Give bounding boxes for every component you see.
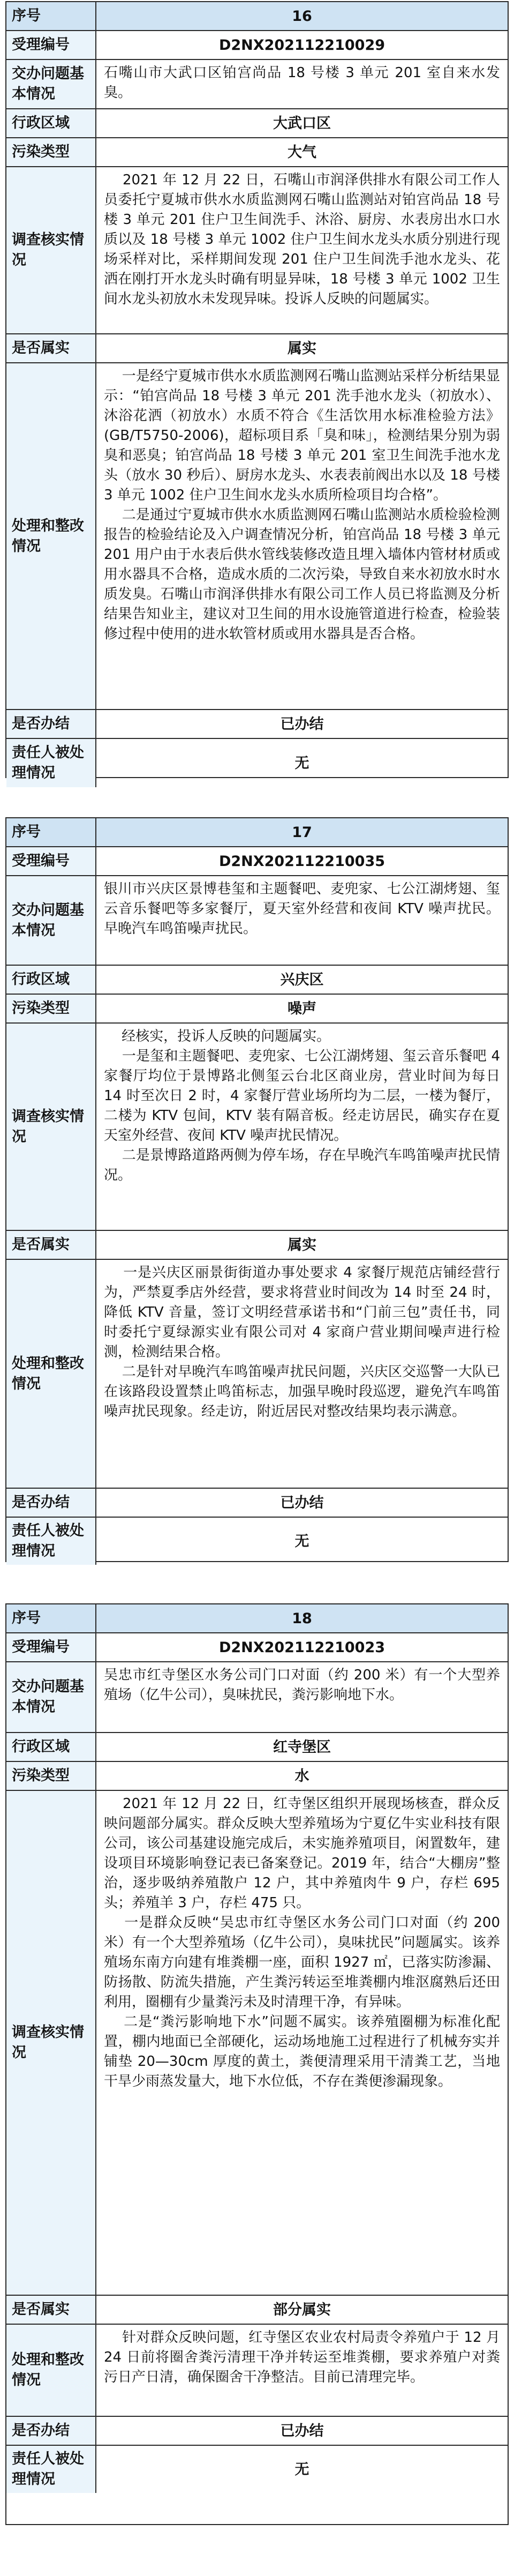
seq-label: 序号 — [6, 2, 96, 30]
handling-row — [6, 2324, 508, 2416]
handling-row — [6, 1259, 508, 1488]
responsible-label: 责任人被处理情况 — [6, 739, 96, 787]
case-no-row — [6, 846, 508, 875]
seq-value: 18 — [96, 1604, 508, 1632]
case-no-row — [6, 30, 508, 59]
record-card-17 — [5, 817, 509, 1562]
case-no-label: 受理编号 — [6, 847, 96, 875]
is-true-label: 是否属实 — [6, 1231, 96, 1259]
area-value: 兴庆区 — [280, 971, 324, 988]
pollution-row — [6, 137, 508, 166]
pollution-value: 水 — [294, 1767, 309, 1784]
area-row — [6, 1732, 508, 1761]
pollution-row — [6, 994, 508, 1022]
case-no-row — [6, 1632, 508, 1661]
area-label: 行政区域 — [6, 109, 96, 137]
responsible-label: 责任人被处理情况 — [6, 1518, 96, 1565]
pollution-label: 污染类型 — [6, 138, 96, 166]
area-row — [6, 965, 508, 994]
pollution-row — [6, 1761, 508, 1790]
issue-value: 石嘴山市大武口区铂宫尚品 18 号楼 3 单元 201 室自来水发臭。 — [104, 65, 500, 101]
case-no-label: 受理编号 — [6, 31, 96, 59]
is-true-row — [6, 333, 508, 362]
issue-row — [6, 875, 508, 965]
handling-label: 处理和整改情况 — [6, 2325, 96, 2416]
responsible-row — [6, 738, 508, 787]
is-closed-value: 已办结 — [280, 1494, 324, 1511]
responsible-value: 无 — [294, 2461, 309, 2478]
is-closed-row — [6, 709, 508, 738]
seq-label: 序号 — [6, 1604, 96, 1632]
investigation-value: 经核实，投诉人反映的问题属实。 一是玺和主题餐吧、麦兜家、七公江湖烤翅、玺云音乐餐吧 4 家餐厅均位于景博路北侧玺云台北区商业房，营业时间为每日 14 时至次日 2 时，4 家餐厅营业场所均为二层，一楼为餐厅，二楼为 KTV 包间，KTV 装有隔音板。经走访居民，确实存在夏天室外经营、夜间 KTV 噪声扰民情况。 二是景博路道路两侧为停车场，存在早晚汽车鸣笛噪声扰民情况。 — [104, 1028, 501, 1183]
handling-value: 一是兴庆区丽景街街道办事处要求 4 家餐厅规范店铺经营行为，严禁夏季店外经营，要求将营业时间改为 14 时至 24 时，降低 KTV 音量，签订文明经营承诺书和“门前三包”责任书，同时委托宁夏绿源实业有限公司对 4 家商户营业期间噪声进行检测，检测结果合格。 二是针对早晚汽车鸣笛噪声扰民问题，兴庆区交巡警一大队已在该路段设置禁止鸣笛标志，加强早晚时段巡逻，避免汽车鸣笛噪声扰民现象。经走访，附近居民对整改结果均表示满意。 — [104, 1265, 501, 1420]
case-no-value: D2NX202112210029 — [218, 36, 386, 54]
issue-row — [6, 59, 508, 108]
is-closed-label: 是否办结 — [6, 2417, 96, 2445]
case-no-label: 受理编号 — [6, 1633, 96, 1661]
seq-row — [6, 2, 508, 30]
investigation-value: 2021 年 12 月 22 日，石嘴山市润泽供排水有限公司工作人员委托宁夏城市供水水质监测网石嘴山监测站对铂宫尚品 18 号楼 3 单元 201 住户卫生间洗手、沐浴、厨房、水表房出水口水质以及 18 号楼 3 单元 1002 住户卫生间水龙头水质分别进行现场采样对比，采样期间发现 201 住户卫生间洗手池水龙头、花洒在刚打开水龙头时确有明显异味，18 号楼 3 单元 1002 卫生间水龙头初放水未发现异味。投诉人反映的问题属实。 — [104, 172, 500, 307]
record-card-18 — [5, 1603, 509, 2525]
is-true-label: 是否属实 — [6, 334, 96, 362]
is-closed-label: 是否办结 — [6, 710, 96, 738]
responsible-row — [6, 1517, 508, 1565]
area-value: 大武口区 — [273, 115, 331, 132]
handling-value: 一是经宁夏城市供水水质监测网石嘴山监测站采样分析结果显示：“铂宫尚品 18 号楼 3 单元 201 洗手池水龙头（初放水）、沐浴花洒（初放水）水质不符合《生活饮用水标准检验方法》(GB/T5750-2006)，超标项目系「臭和味」，检测结果分别为弱臭和恶臭；铂宫尚品 18 号楼 3 单元 201 室卫生间洗手池水龙头（放水 30 秒后）、厨房水龙头、水表表前阀出水以及 18 号楼 3 单元 1002 住户卫生间水龙头水质所检项目均合格”。 二是通过宁夏城市供水水质监测网石嘴山监测站水质检验检测报告的检验结论及入户调查情况分析，铂宫尚品 18 号楼 3 单元 201 用户由于水表后供水管线装修改造且埋入墙体内管材材质或用水器具不合格，造成水质的二次污染，导致自来水初放水时水质发臭。石嘴山市润泽供排水有限公司工作人员已将监测及分析结果告知业主，建议对卫生间的用水设施管道进行检查，检验装修过程中使用的进水软管材质或用水器具是否合格。 — [104, 368, 500, 642]
is-true-row — [6, 1230, 508, 1259]
investigation-label: 调查核实情况 — [6, 1791, 96, 2295]
investigation-row — [6, 1022, 508, 1230]
handling-label: 处理和整改情况 — [6, 1260, 96, 1488]
investigation-row — [6, 166, 508, 333]
is-true-value: 属实 — [288, 340, 316, 357]
case-no-value: D2NX202112210023 — [218, 1639, 386, 1656]
seq-value: 17 — [96, 818, 508, 846]
is-true-value: 部分属实 — [273, 2301, 331, 2318]
handling-value: 针对群众反映问题，红寺堡区农业农村局责令养殖户于 12 月 24 日前将圈舍粪污清理干净并转运至堆粪棚，要求养殖户对粪污日产日清，确保圈舍干净整洁。目前已清理完毕。 — [104, 2329, 505, 2385]
issue-value: 银川市兴庆区景博巷玺和主题餐吧、麦兜家、七公江湖烤翅、玺云音乐餐吧等多家餐厅，夏天室外经营和夜间 KTV 噪声扰民。早晚汽车鸣笛噪声扰民。 — [104, 881, 500, 937]
investigation-row — [6, 1790, 508, 2295]
area-label: 行政区域 — [6, 1733, 96, 1761]
pollution-value: 大气 — [288, 144, 316, 161]
area-label: 行政区域 — [6, 966, 96, 994]
issue-value: 吴忠市红寺堡区水务公司门口对面（约 200 米）有一个大型养殖场（亿牛公司），臭味扰民，粪污影响地下水。 — [104, 1667, 500, 1703]
is-closed-value: 已办结 — [280, 2422, 324, 2439]
investigation-label: 调查核实情况 — [6, 1024, 96, 1230]
handling-row — [6, 362, 508, 709]
responsible-value: 无 — [294, 1533, 309, 1550]
is-closed-value: 已办结 — [280, 715, 324, 733]
is-closed-row — [6, 1488, 508, 1517]
pollution-label: 污染类型 — [6, 1762, 96, 1790]
handling-label: 处理和整改情况 — [6, 363, 96, 709]
area-row — [6, 108, 508, 137]
record-card-16 — [5, 1, 509, 781]
issue-label: 交办问题基本情况 — [6, 1662, 96, 1732]
issue-row — [6, 1661, 508, 1732]
case-no-value: D2NX202112210035 — [218, 853, 386, 870]
investigation-label: 调查核实情况 — [6, 167, 96, 333]
investigation-value: 2021 年 12 月 22 日，红寺堡区组织开展现场核查，群众反映问题部分属实。群众反映大型养殖场为宁夏亿牛实业科技有限公司，该公司基建设施完成后，未实施养殖项目，闲置数年，建设项目环境影响登记表已备案登记。2019 年，结合“大棚房”整治，逐步吸纳养殖散户 12 户，其中养殖肉牛 9 户，存栏 695 头；养殖羊 3 户，存栏 475 只。 一是群众反映“吴忠市红寺堡区水务公司门口对面（约 200 米）有一个大型养殖场（亿牛公司），臭味扰民”问题属实。该养殖场东南方向建有堆粪棚一座，面积 1927 ㎡，已落实防渗漏、防扬散、防流失措施，产生粪污转运至堆粪棚内堆沤腐熟后还田利用，圈棚有少量粪污未及时清理干净，有异味。 二是“粪污影响地下水”问题不属实。该养殖圈棚为标准化配置，棚内地面已全部硬化，运动场地施工过程进行了机械夯实并铺垫 20—30cm 厚度的黄土，粪便清理采用干清粪工艺，当地干旱少雨蒸发量大，地下水位低，不存在粪便渗漏现象。 — [104, 1796, 500, 2089]
seq-row — [6, 818, 508, 846]
pollution-value: 噪声 — [288, 1000, 316, 1017]
responsible-label: 责任人被处理情况 — [6, 2446, 96, 2493]
area-value: 红寺堡区 — [273, 1738, 331, 1756]
is-true-row — [6, 2295, 508, 2324]
seq-label: 序号 — [6, 818, 96, 846]
pollution-label: 污染类型 — [6, 995, 96, 1022]
is-closed-label: 是否办结 — [6, 1489, 96, 1517]
responsible-row — [6, 2445, 508, 2493]
responsible-value: 无 — [294, 755, 309, 772]
is-true-label: 是否属实 — [6, 2296, 96, 2324]
issue-label: 交办问题基本情况 — [6, 876, 96, 965]
is-true-value: 属实 — [288, 1236, 316, 1253]
is-closed-row — [6, 2416, 508, 2445]
seq-value: 16 — [96, 2, 508, 30]
issue-label: 交办问题基本情况 — [6, 60, 96, 108]
seq-row — [6, 1604, 508, 1632]
